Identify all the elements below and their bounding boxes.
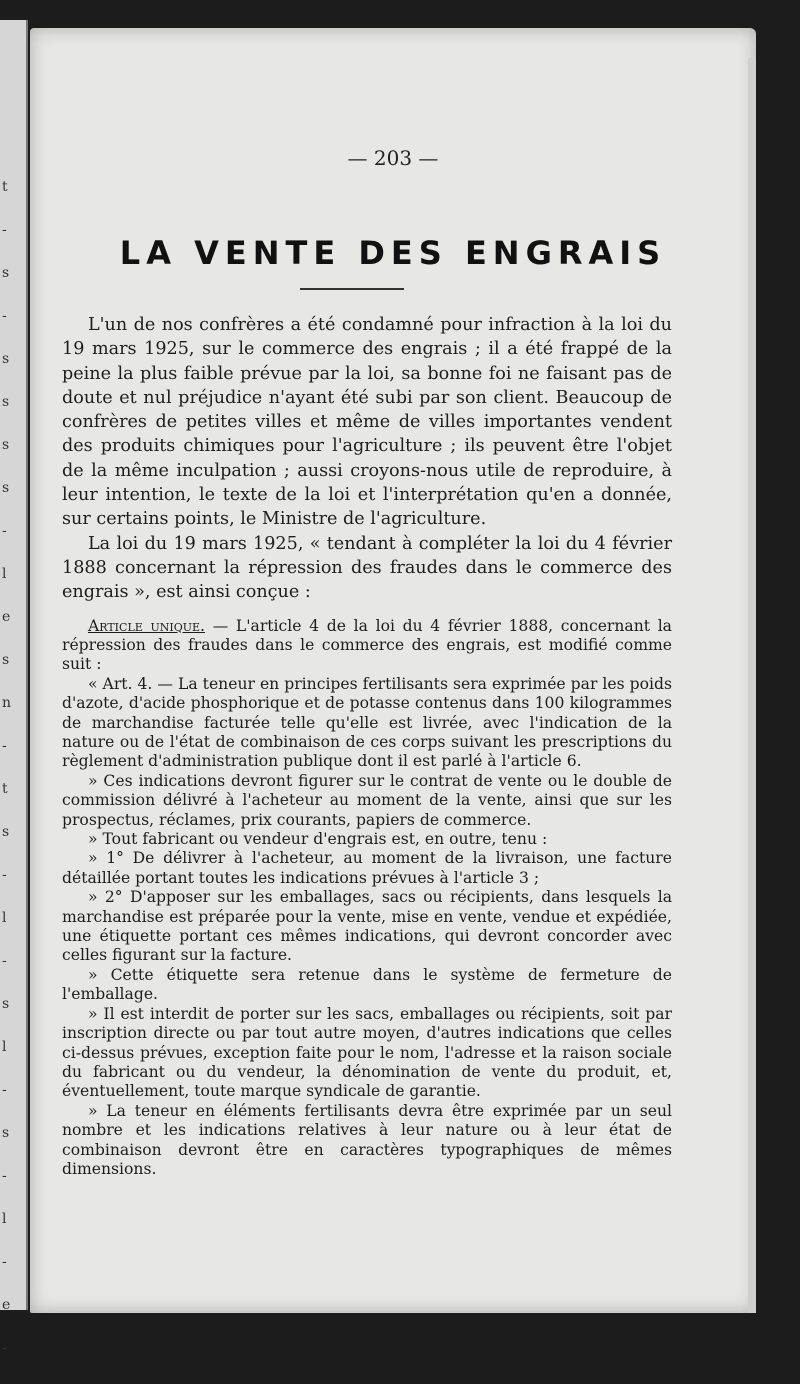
- adjacent-page-mark: s: [2, 394, 10, 410]
- adjacent-page-mark: -: [2, 1340, 7, 1356]
- adjacent-page-mark: s: [2, 480, 10, 496]
- article-paragraph-9: » La teneur en éléments fertilisants devra être exprimée par un seul nombre et les indications relatives à leur nature ou à leur état de combinaison devront être en caractères typographiques de mêmes dimensions.: [62, 1101, 672, 1178]
- page-title: LA VENTE DES ENGRAIS: [119, 234, 667, 272]
- adjacent-page-mark: -: [2, 222, 7, 238]
- title-underline: [300, 288, 404, 290]
- adjacent-page-mark: e: [2, 609, 11, 625]
- adjacent-page-mark: -: [2, 953, 7, 969]
- adjacent-page-edge: [0, 20, 28, 1356]
- adjacent-page-mark: -: [2, 738, 7, 754]
- article-heading: Article unique.: [88, 616, 205, 635]
- article-body: [62, 313, 672, 1179]
- adjacent-page-marks: [2, 180, 16, 1384]
- adjacent-page-mark: -: [2, 523, 7, 539]
- article-paragraph-1: [62, 617, 672, 675]
- adjacent-page-mark: l: [2, 566, 7, 582]
- adjacent-page-mark: l: [2, 1211, 7, 1227]
- adjacent-page-mark: l: [2, 910, 7, 926]
- adjacent-page-mark: t: [2, 179, 8, 195]
- adjacent-page-mark: s: [2, 824, 10, 840]
- adjacent-page-mark: s: [2, 351, 10, 367]
- adjacent-page-mark: t: [2, 781, 8, 797]
- adjacent-page-mark: -: [2, 867, 7, 883]
- article-paragraph-4: » Tout fabricant ou vendeur d'engrais est, en outre, tenu :: [88, 830, 548, 849]
- adjacent-page-mark: n: [2, 695, 12, 711]
- intro-paragraph-1: L'un de nos confrères a été condamné pour infraction à la loi du 19 mars 1925, sur le commerce des engrais ; il a été frappé de la peine la plus faible prévue par la loi, sa bonne foi ne faisant pas de doute et nul préjudice n'ayant été subi par son client. Beaucoup de confrères de petites villes et même de villes importantes vendent des produits chimiques pour l'agriculture ; ils peuvent être l'objet de la même inculpation ; aussi croyons-nous utile de reproduire, à leur intention, le texte de la loi et l'interprétation qu'en a donnée, sur certains points, le Ministre de l'agriculture.: [62, 315, 672, 530]
- article-paragraph-3: » Ces indications devront figurer sur le contrat de vente ou le double de commission délivré à l'acheteur au moment de la vente, ainsi que sur les prospectus, réclames, prix courants, papiers de commerce.: [62, 771, 672, 829]
- adjacent-page-mark: e: [2, 1297, 11, 1313]
- adjacent-page-mark: l: [2, 1039, 7, 1055]
- article-paragraph-1-text: — L'article 4 de la loi du 4 février 1888, concernant la répression des fraudes dans le commerce des engrais, est modifié comme suit :: [62, 616, 672, 674]
- page-edge-shadow: [748, 58, 756, 1313]
- article-paragraph-2: « Art. 4. — La teneur en principes fertilisants sera exprimée par les poids d'azote, d'acide phosphorique et de potasse contenus dans 100 kilogrammes de marchandise facturée telle qu'elle est livrée, avec l'indication de la nature ou de l'état de combinaison de ces corps suivant les prescriptions du règlement d'administration publique dont il est parlé à l'article 6.: [62, 674, 672, 771]
- adjacent-page-mark: s: [2, 652, 10, 668]
- adjacent-page-mark: s: [2, 265, 10, 281]
- article-paragraph-5: » 1° De délivrer à l'acheteur, au moment de la livraison, une facture détaillée portant toutes les indications prévues à l'article 3 ;: [62, 849, 672, 887]
- article-paragraph-8: » Il est interdit de porter sur les sacs, emballages ou récipients, soit par inscription directe ou par tout autre moyen, d'autres indications que celles ci-dessus prévues, exception faite pour le nom, l'adresse et la raison sociale du fabricant ou du vendeur, la dénomination de vente du produit, et, éventuellement, toute marque syndicale de garantie.: [62, 1004, 672, 1101]
- adjacent-page-mark: -: [2, 308, 7, 324]
- adjacent-page-mark: -: [2, 1168, 7, 1184]
- article-paragraph-6: » 2° D'apposer sur les emballages, sacs ou récipients, dans lesquels la marchandise est préparée pour la vente, mise en vente, vendue et expédiée, une étiquette portant ces mêmes indications, qui devront concorder avec celles figurant sur la facture.: [62, 888, 672, 965]
- adjacent-page-mark: s: [2, 1125, 10, 1141]
- adjacent-page-mark: -: [2, 1254, 7, 1270]
- page-number: — 203 —: [347, 146, 439, 170]
- adjacent-page-mark: s: [2, 996, 10, 1012]
- adjacent-page-mark: s: [2, 437, 10, 453]
- article-paragraph-7: » Cette étiquette sera retenue dans le système de fermeture de l'emballage.: [62, 965, 672, 1004]
- intro-paragraph-2: La loi du 19 mars 1925, « tendant à compléter la loi du 4 février 1888 concernant la répression des fraudes dans le commerce des engrais », est ainsi conçue :: [62, 533, 672, 603]
- adjacent-page-mark: -: [2, 1082, 7, 1098]
- book-page: [30, 28, 756, 1313]
